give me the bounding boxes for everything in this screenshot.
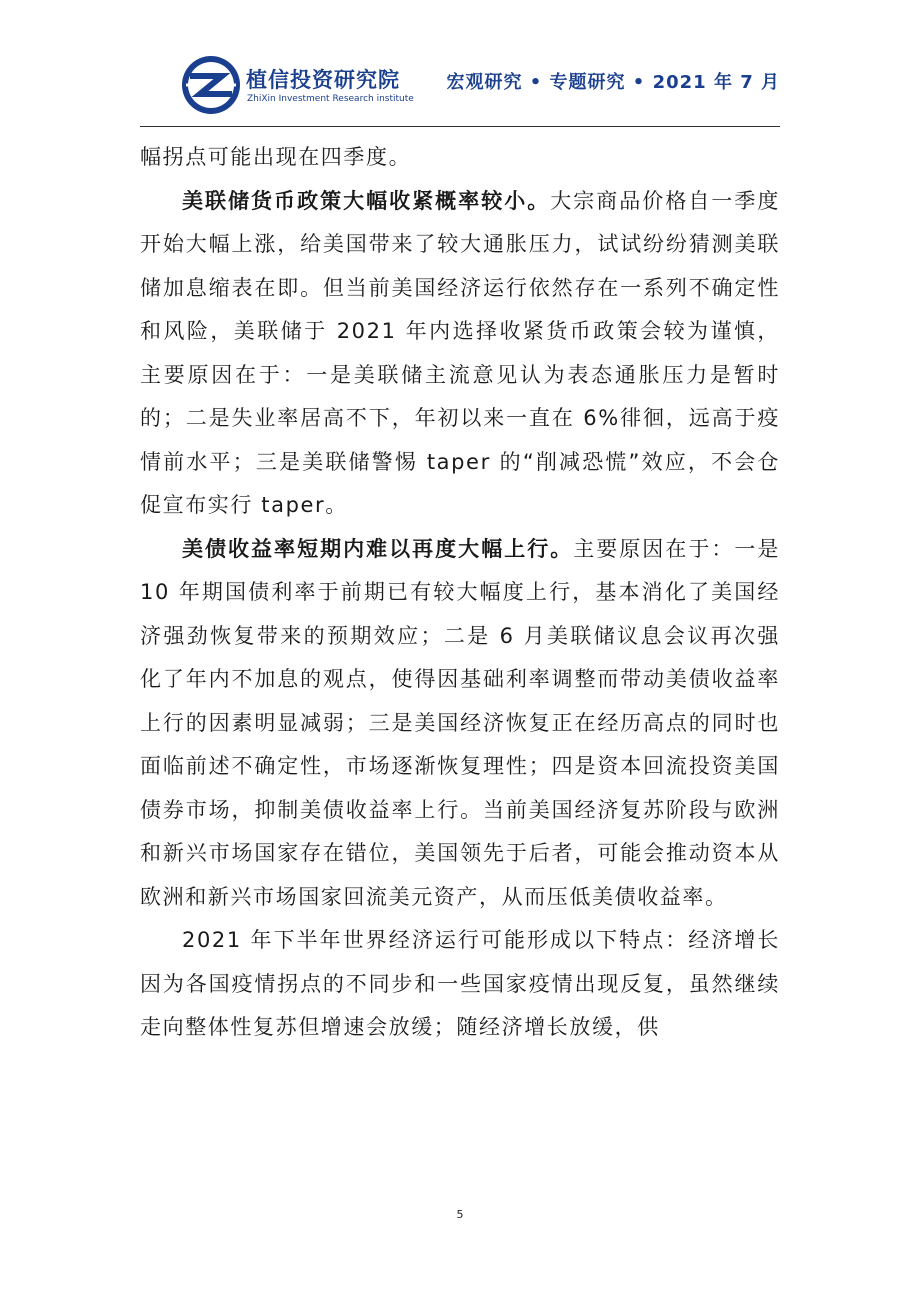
header-tag: 宏观研究 • 专题研究 • 2021 年 7 月 [446,72,780,93]
header-divider [140,126,780,127]
paragraph [140,919,780,1050]
paragraph-text: 大宗商品价格自一季度开始大幅上涨，给美国带来了较大通胀压力，试试纷纷猜测美联储加息缩表在即。但当前美国经济运行依然存在一系列不确定性和风险，美联储于 2021 年内选择收紧货币政策会较为谨慎，主要原因在于：一是美联储主流意见认为表态通胀压力是暂时的；二是失业率居高不下，年初以来一直在 6%徘徊，远高于疫情前水平；三是美联储警惕 taper 的“削减恐慌”效应，不会仓促宣布实行 taper。 [140,188,780,517]
paragraph-text: 主要原因在于：一是 10 年期国债利率于前期已有较大幅度上行，基本消化了美国经济强劲恢复带来的预期效应；二是 6 月美联储议息会议再次强化了年内不加息的观点，使得因基础利率调整而带动美债收益率上行的因素明显减弱；三是美国经济恢复正在经历高点的同时也面临前述不确定性，市场逐渐恢复理性；四是资本回流投资美国债券市场，抑制美债收益率上行。当前美国经济复苏阶段与欧洲和新兴市场国家存在错位，美国领先于后者，可能会推动资本从欧洲和新兴市场国家回流美元资产，从而压低美债收益率。 [140,536,780,909]
paragraph-lead: 美联储货币政策大幅收紧概率较小。 [182,188,551,213]
zhixin-logo-icon [180,54,242,116]
logo-name: 植信投资研究院 [246,68,400,92]
paragraph [140,180,780,528]
article-body [140,136,780,1050]
paragraph-text: 幅拐点可能出现在四季度。 [140,145,412,169]
page-number: 5 [456,1208,464,1221]
paragraph-text: 2021 年下半年世界经济运行可能形成以下特点：经济增长因为各国疫情拐点的不同步和一些国家疫情出现反复，虽然继续走向整体性复苏但增速会放缓；随经济增长放缓，供 [140,928,780,1039]
logo-english-name: ZhiXin Investment Research institute [247,94,414,104]
page-header [140,46,780,130]
paragraph [140,136,780,180]
paragraph [140,528,780,920]
paragraph-lead: 美债收益率短期内难以再度大幅上行。 [182,536,574,561]
